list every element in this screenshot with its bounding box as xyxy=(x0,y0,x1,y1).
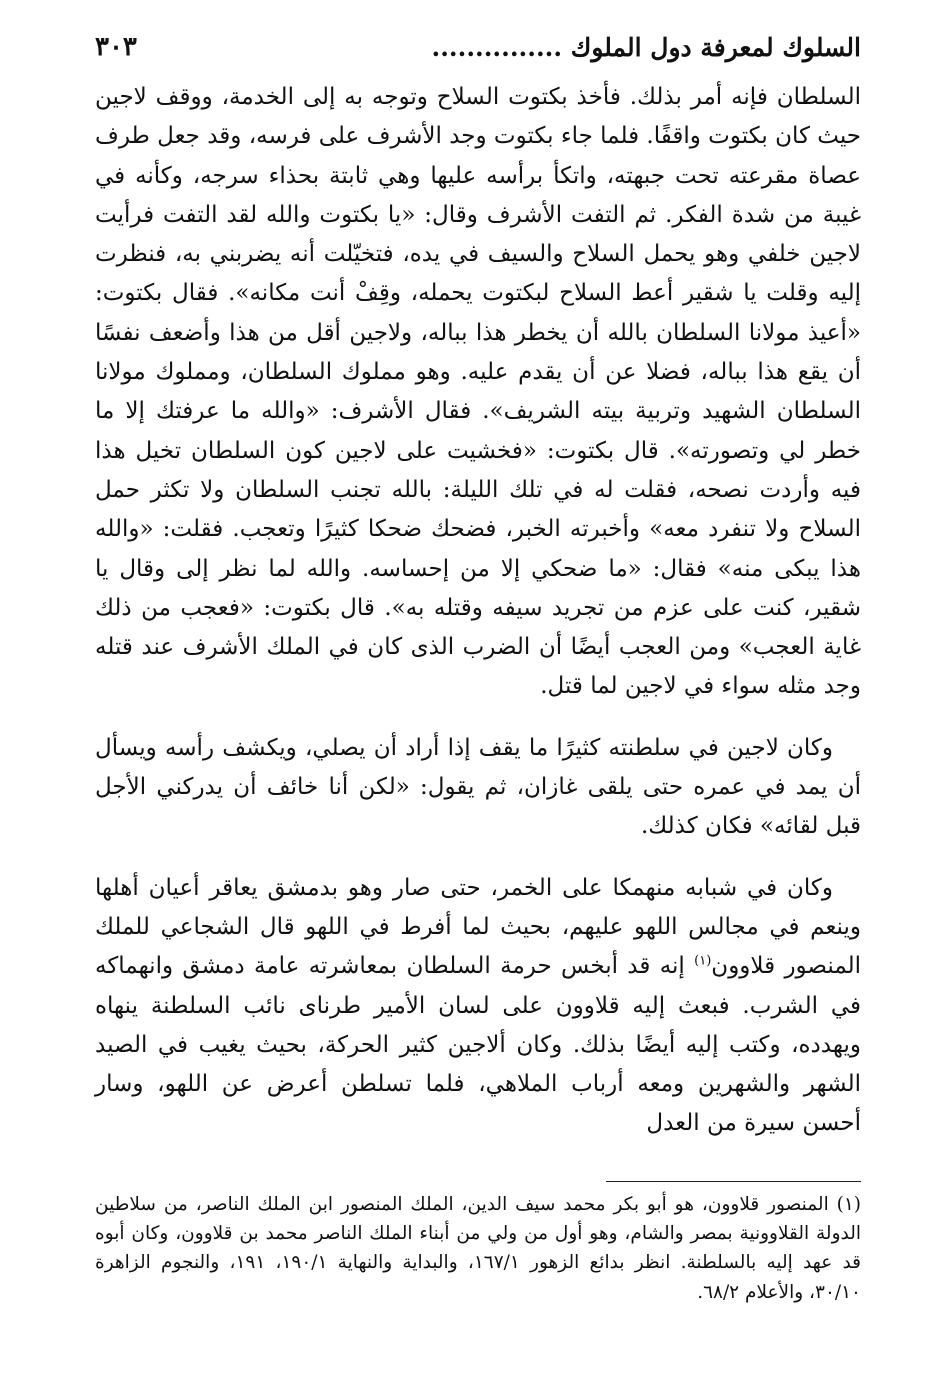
header-title: السلوك لمعرفة دول الملوك ............... xyxy=(431,32,861,62)
page-number: ٣٠٣ xyxy=(95,32,137,62)
paragraph-2: وكان لاجين في سلطنته كثيرًا ما يقف إذا أراد أن يصلي، ويكشف رأسه ويسأل أن يمد في عمره حتى يلقى غازان، ثم يقول: «لكن أنا خائف أن يدركني الأجل قبل لقائه» فكان كذلك. xyxy=(95,734,861,840)
paragraph-3-part-2: إنه قد أبخس حرمة السلطان بمعاشرته عامة دمشق وانهماكه في الشرب. فبعث إليه قلاوون على لسان الأمير طرناى نائب السلطنة ينهاه ويهدده، وكتب إليه أيضًا بذلك. وكان ألاجين كثير الحركة، بحيث يغيب في الصيد الشهر والشهرين ومعه أرباب الملاهي، فلما تسلطن أعرض عن اللهو، وسار أحسن سيرة من العدل xyxy=(95,953,861,1137)
footnote-divider xyxy=(606,1181,861,1182)
footnote: (١) المنصور قلاوون، هو أبو بكر محمد سيف الدين، الملك المنصور ابن الملك الناصر، من سلاطين الدولة القلاوونية بمصر والشام، وهو أول من ولي من أبناء الملك الناصر محمد بن قلاوون، وكان أبوه قد عهد إليه بالسلطنة. انظر بدائع الزهور ١٦٧/١، والبداية والنهاية ١٩٠/١، ١٩١، والنجوم الزاهرة ٣٠/١٠، والأعلام ٦٨/٢. xyxy=(95,1194,862,1303)
footnote-reference[interactable]: (١) xyxy=(694,953,712,969)
paragraph-gap xyxy=(95,847,861,869)
paragraph-3 xyxy=(95,869,861,1144)
main-text xyxy=(95,78,861,1144)
paragraph-gap xyxy=(95,707,861,729)
paragraph-3-part-1: وكان في شبابه منهمكا على الخمر، حتى صار وهو بدمشق يعاقر أعيان أهلها وينعم في مجالس اللهو عليهم، بحيث لما أفرط في اللهو قال الشجاعي للملك المنصور قلاوون xyxy=(95,874,862,980)
paragraph-1: السلطان فإنه أمر بذلك. فأخذ بكتوت السلاح وتوجه به إلى الخدمة، ووقف لاجين حيث كان بكتوت واقفًا. فلما جاء بكتوت وجد الأشرف على فرسه، وقد جعل طرف عصاة مقرعته تحت جبهته، واتكأ برأسه عليها وهي ثابتة بحذاء سرجه، وكأنه في غيبة من شدة الفكر. ثم التفت الأشرف وقال: «يا بكتوت والله لقد التفت فرأيت لاجين خلفي وهو يحمل السلاح والسيف في يده، فتخيّلت أنه يضربني به، فنظرت إليه وقلت يا شقير أعط السلاح لبكتوت يحمله، وقِفْ أنت مكانه». فقال بكتوت: «أعيذ مولانا السلطان بالله أن يخطر هذا بباله، ولاجين أقل من هذا وأضعف نفسًا أن يقع هذا بباله، فضلا عن أن يقدم عليه. وهو مملوك السلطان، ومملوك مولانا السلطان الشهيد وتربية بيته الشريف». فقال الأشرف: «والله ما عرفتك إلا ما خطر لي وتصورته». قال بكتوت: «فخشيت على لاجين كون السلطان تخيل هذا فيه وأردت نصحه، فقلت له في تلك الليلة: بالله تجنب السلطان ولا تكثر حمل السلاح ولا تنفرد معه» وأخبرته الخبر، فضحك ضحكا كثيرًا وتعجب. فقلت: «والله هذا يبكى منه» فقال: «ما ضحكي إلا من إحساسه. والله لما نظر إلى وقال يا شقير، كنت على عزم من تجريد سيفه وقتله به». قال بكتوت: «فعجب من ذلك غاية العجب» ومن العجب أيضًا أن الضرب الذى كان في الملك الأشرف عند قتله وجد مثله سواء في لاجين لما قتل. xyxy=(95,84,862,700)
running-header xyxy=(95,30,861,64)
